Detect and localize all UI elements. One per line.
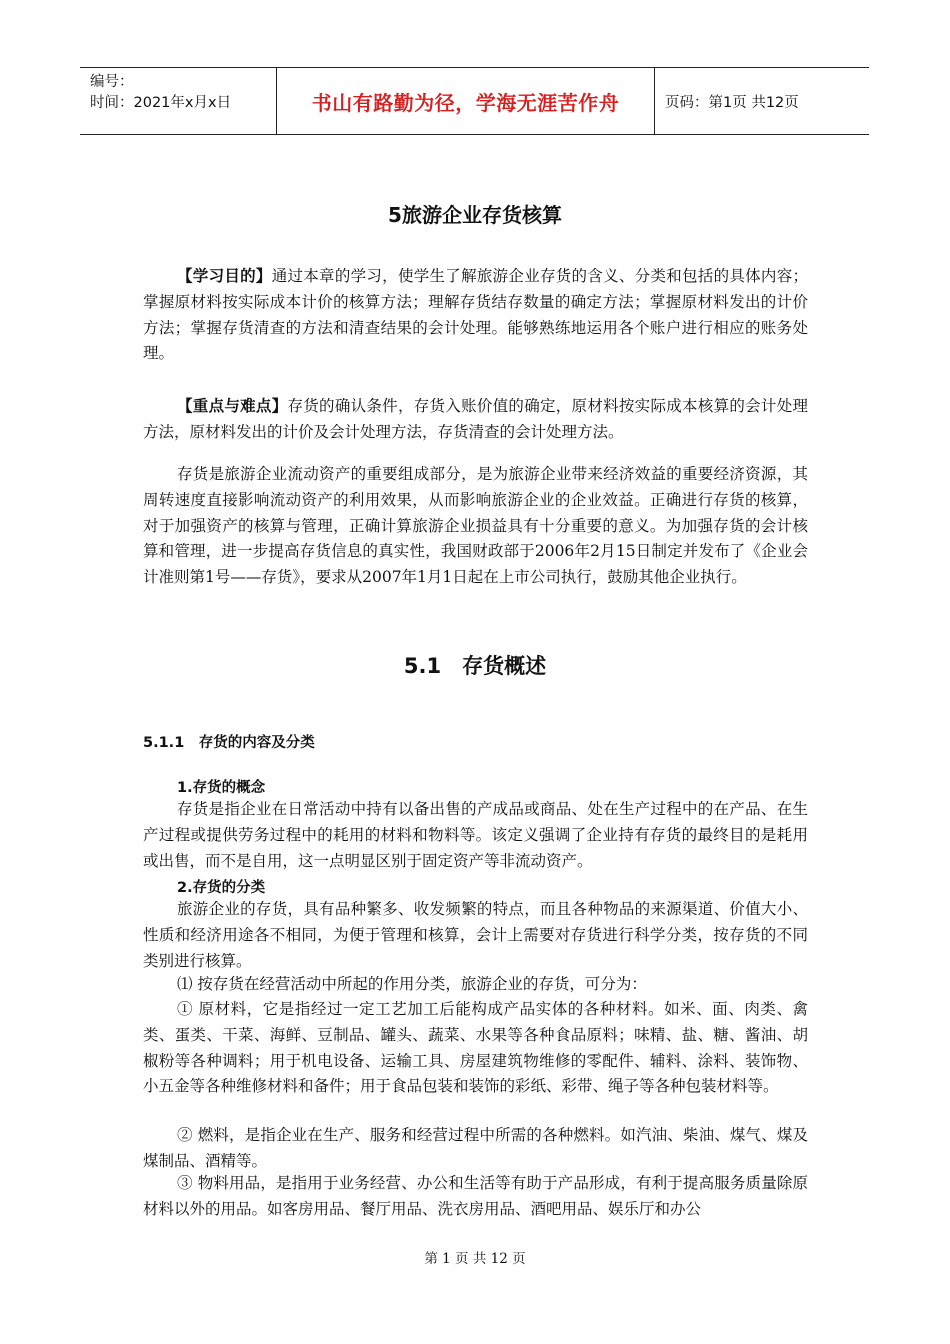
fuel-paragraph: ② 燃料，是指企业在生产、服务和经营过程中所需的各种燃料。如汽油、柴油、煤气、煤及煤制品、酒精等。 [143, 1126, 808, 1170]
objectives-text: 通过本章的学习，使学生了解旅游企业存货的含义、分类和包括的具体内容；掌握原材料按实际成本计价的核算方法；理解存货结存数量的确定方法；掌握原材料发出的计价方法；掌握存货清查的方法和清查结果的会计处理。能够熟练地运用各个账户进行相应的账务处理。 [143, 267, 808, 363]
number-label: 编号： [90, 74, 134, 90]
classification-heading: 2.存货的分类 [177, 880, 266, 896]
page-info: 页码：第1页 共12页 [665, 94, 799, 111]
key-points-label: 【重点与难点】 [177, 397, 288, 415]
raw-materials-paragraph: ① 原材料，它是指经过一定工艺加工后能构成产品实体的各种材料。如米、面、肉类、禽类、蛋类、干菜、海鲜、豆制品、罐头、蔬菜、水果等各种食品原料；味精、盐、糖、酱油、胡椒粉等各种调料；用于机电设备、运输工具、房屋建筑物维修的零配件、辅料、涂料、装饰物、小五金等各种维修材料和备件；用于食品包装和装饰的彩纸、彩带、绳子等各种包装材料等。 [143, 1000, 808, 1096]
objectives-paragraph [143, 264, 808, 367]
page-footer: 第 1 页 共 12 页 [424, 1251, 526, 1267]
key-points-text: 存货的确认条件，存货入账价值的确定，原材料按实际成本核算的会计处理方法，原材料发出的计价及会计处理方法，存货清查的会计处理方法。 [143, 397, 808, 441]
concept-paragraph: 存货是指企业在日常活动中持有以备出售的产成品或商品、处在生产过程中的在产品、在生产过程或提供劳务过程中的耗用的材料和物料等。该定义强调了企业持有存货的最终目的是耗用或出售，而不是自用，这一点明显区别于固定资产等非流动资产。 [143, 800, 808, 870]
motto: 书山有路勤为径，学海无涯苦作舟 [276, 68, 655, 134]
concept-heading: 1.存货的概念 [177, 780, 266, 796]
classification-by-function: ⑴ 按存货在经营活动中所起的作用分类，旅游企业的存货，可分为： [177, 975, 647, 993]
objectives-label: 【学习目的】 [177, 267, 272, 285]
intro-paragraph: 存货是旅游企业流动资产的重要组成部分，是为旅游企业带来经济效益的重要经济资源，其周转速度直接影响流动资产的利用效果，从而影响旅游企业的企业效益。正确进行存货的核算，对于加强资产的核算与管理，正确计算旅游企业损益具有十分重要的意义。为加强存货的会计核算和管理，进一步提高存货信息的真实性，我国财政部于2006年2月15日制定并发布了《企业会计准则第1号——存货》，要求从2007年1月1日起在上市公司执行，鼓励其他企业执行。 [143, 465, 808, 587]
date-label: 时间：2021年x月x日 [90, 95, 232, 111]
subsection-title: 5.1.1 存货的内容及分类 [143, 735, 315, 751]
header-left-cell [80, 68, 276, 134]
classification-paragraph: 旅游企业的存货，具有品种繁多、收发频繁的特点，而且各种物品的来源渠道、价值大小、性质和经济用途各不相同，为便于管理和核算，会计上需要对存货进行科学分类，按存货的不同类别进行核算。 [143, 900, 808, 970]
document-title: 5旅游企业存货核算 [388, 203, 562, 227]
key-points-paragraph [143, 394, 808, 446]
header-table [80, 67, 869, 135]
section-title: 5.1 存货概述 [403, 654, 547, 678]
supplies-paragraph: ③ 物料用品，是指用于业务经营、办公和生活等有助于产品形成，有利于提高服务质量除原材料以外的用品。如客房用品、餐厅用品、洗衣房用品、酒吧用品、娱乐厅和办公 [143, 1174, 808, 1218]
